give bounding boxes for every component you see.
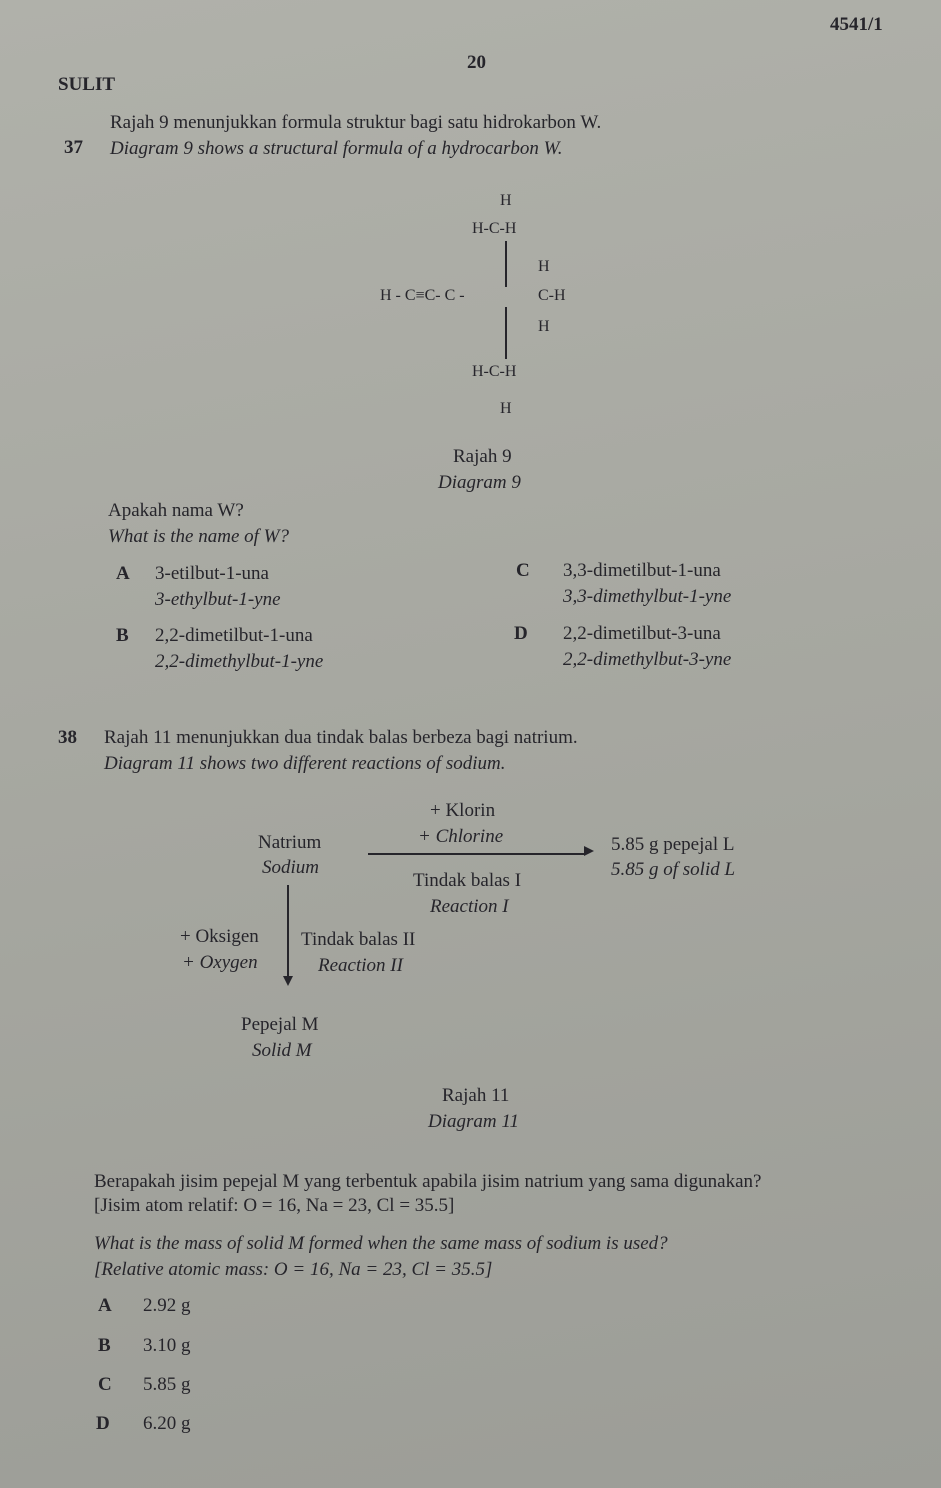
reaction-2-en: Reaction II (318, 955, 403, 976)
sulit-label: SULIT (58, 74, 116, 95)
option-value: 5.85 g (143, 1374, 191, 1395)
reagent-2-en: + Oxygen (182, 952, 258, 973)
caption-en: Diagram 9 (438, 472, 521, 493)
ram-ms: [Jisim atom relatif: O = 16, Na = 23, Cl = 35.5] (94, 1195, 455, 1216)
question-en: What is the name of W? (108, 526, 290, 547)
ram-en: [Relative atomic mass: O = 16, Na = 23, Cl = 35.5] (94, 1259, 493, 1280)
option-ms: 2,2-dimetilbut-3-una (563, 623, 721, 644)
arrow-reaction-2 (287, 885, 289, 977)
option-value: 2.92 g (143, 1295, 191, 1316)
arrowhead-icon (283, 976, 293, 986)
atom: H (538, 318, 550, 335)
atom-group: C-H (538, 287, 566, 304)
atom-group: H-C-H (472, 363, 517, 380)
caption-ms: Rajah 11 (442, 1085, 510, 1106)
question-number: 37 (64, 137, 83, 158)
atom: H (538, 258, 550, 275)
question-number: 38 (58, 727, 77, 748)
atom: H (500, 400, 512, 417)
option-letter: C (98, 1374, 112, 1395)
product-1-en: 5.85 g of solid L (611, 859, 736, 880)
stem-ms: Rajah 9 menunjukkan formula struktur bagi satu hidrokarbon W. (110, 112, 602, 133)
reagent-1-en: + Chlorine (418, 826, 504, 847)
reaction-1-en: Reaction I (430, 896, 509, 917)
option-letter: D (96, 1413, 110, 1434)
reaction-2-ms: Tindak balas II (301, 929, 416, 950)
product-1-ms: 5.85 g pepejal L (611, 834, 735, 855)
option-value: 6.20 g (143, 1413, 191, 1434)
reaction-1-ms: Tindak balas I (413, 870, 522, 891)
page-number: 20 (467, 52, 486, 73)
atom: H (500, 192, 512, 209)
option-en: 2,2-dimethylbut-3-yne (563, 649, 732, 670)
atom-group: H-C-H (472, 220, 517, 237)
reagent-2-ms: + Oksigen (180, 926, 259, 947)
caption-ms: Rajah 9 (453, 446, 512, 467)
main-chain: H - C≡C- C - (380, 287, 465, 304)
option-letter: A (116, 563, 130, 584)
arrowhead-icon (584, 846, 594, 856)
option-ms: 3-etilbut-1-una (155, 563, 269, 584)
option-en: 3,3-dimethylbut-1-yne (563, 586, 732, 607)
option-letter: D (514, 623, 528, 644)
question-ms: Berapakah jisim pepejal M yang terbentuk apabila jisim natrium yang sama digunakan? (94, 1171, 762, 1192)
stem-en: Diagram 11 shows two different reactions of sodium. (104, 753, 506, 774)
stem-ms: Rajah 11 menunjukkan dua tindak balas berbeza bagi natrium. (104, 727, 578, 748)
paper-code: 4541/1 (830, 14, 883, 35)
option-letter: B (116, 625, 129, 646)
caption-en: Diagram 11 (428, 1111, 519, 1132)
reagent-1-ms: + Klorin (430, 800, 496, 821)
reactant-en: Sodium (262, 857, 319, 878)
question-en: What is the mass of solid M formed when the same mass of sodium is used? (94, 1233, 668, 1254)
stem-en: Diagram 9 shows a structural formula of a hydrocarbon W. (110, 138, 563, 159)
option-value: 3.10 g (143, 1335, 191, 1356)
option-letter: A (98, 1295, 112, 1316)
question-ms: Apakah nama W? (108, 500, 244, 521)
product-2-ms: Pepejal M (241, 1014, 319, 1035)
reactant-ms: Natrium (258, 832, 322, 853)
product-2-en: Solid M (252, 1040, 312, 1061)
option-ms: 2,2-dimetilbut-1-una (155, 625, 313, 646)
option-letter: C (516, 560, 530, 581)
option-ms: 3,3-dimetilbut-1-una (563, 560, 721, 581)
option-en: 3-ethylbut-1-yne (155, 589, 281, 610)
option-letter: B (98, 1335, 111, 1356)
arrow-reaction-1 (368, 853, 586, 855)
option-en: 2,2-dimethylbut-1-yne (155, 651, 324, 672)
